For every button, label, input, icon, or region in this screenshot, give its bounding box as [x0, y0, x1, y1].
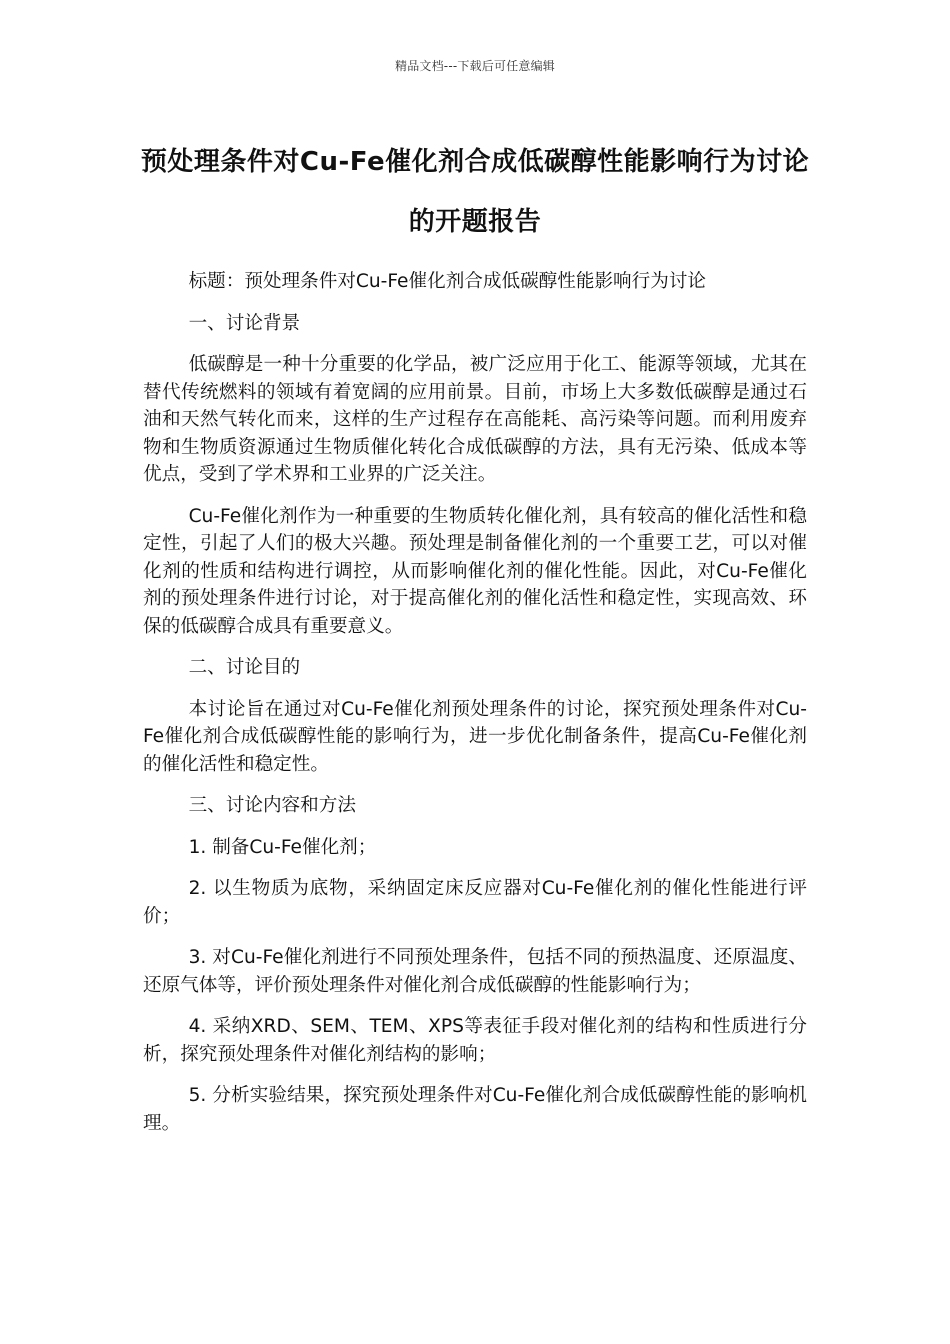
section-heading-methods: 三、讨论内容和方法	[188, 795, 356, 816]
background-paragraph-2: Cu-Fe催化剂作为一种重要的生物质转化催化剂，具有较高的催化活性和稳定性，引起了人们的极大兴趣。预处理是制备催化剂的一个重要工艺，可以对催化剂的性质和结构进行调控，从而影响催化剂的催化性能。因此，对Cu-Fe催化剂的预处理条件进行讨论，对于提高催化剂的催化活性和稳定性，实现高效、环保的低碳醇合成具有重要意义。	[143, 505, 807, 637]
document-title: 预处理条件对Cu-Fe催化剂合成低碳醇性能影响行为讨论的开题报告	[140, 147, 810, 237]
subject-line: 标题：预处理条件对Cu-Fe催化剂合成低碳醇性能影响行为讨论	[188, 271, 707, 292]
section-heading-purpose: 二、讨论目的	[188, 657, 301, 678]
method-item-4: 4. 采纳XRD、SEM、TEM、XPS等表征手段对催化剂的结构和性质进行分析，探究预处理条件对催化剂结构的影响；	[143, 1016, 807, 1065]
background-paragraph-1: 低碳醇是一种十分重要的化学品，被广泛应用于化工、能源等领域，尤其在替代传统燃料的领域有着宽阔的应用前景。目前，市场上大多数低碳醇是通过石油和天然气转化而来，这样的生产过程存在高能耗、高污染等问题。而利用废弃物和生物质资源通过生物质催化转化合成低碳醇的方法，具有无污染、低成本等优点，受到了学术界和工业界的广泛关注。	[143, 354, 807, 485]
method-item-3: 3. 对Cu-Fe催化剂进行不同预处理条件，包括不同的预热温度、还原温度、还原气体等，评价预处理条件对催化剂合成低碳醇的性能影响行为；	[143, 947, 807, 996]
purpose-paragraph: 本讨论旨在通过对Cu-Fe催化剂预处理条件的讨论，探究预处理条件对Cu-Fe催化剂合成低碳醇性能的影响行为，进一步优化制备条件，提高Cu-Fe催化剂的催化活性和稳定性。	[143, 698, 807, 775]
method-item-1: 1. 制备Cu-Fe催化剂；	[188, 836, 377, 858]
method-item-5: 5. 分析实验结果，探究预处理条件对Cu-Fe催化剂合成低碳醇性能的影响机理。	[143, 1085, 807, 1134]
header-note: 精品文档---下载后可任意编辑	[395, 59, 555, 73]
section-heading-background: 一、讨论背景	[188, 312, 301, 334]
method-item-2: 2. 以生物质为底物，采纳固定床反应器对Cu-Fe催化剂的催化性能进行评价；	[143, 878, 807, 927]
document-body	[143, 268, 807, 1151]
